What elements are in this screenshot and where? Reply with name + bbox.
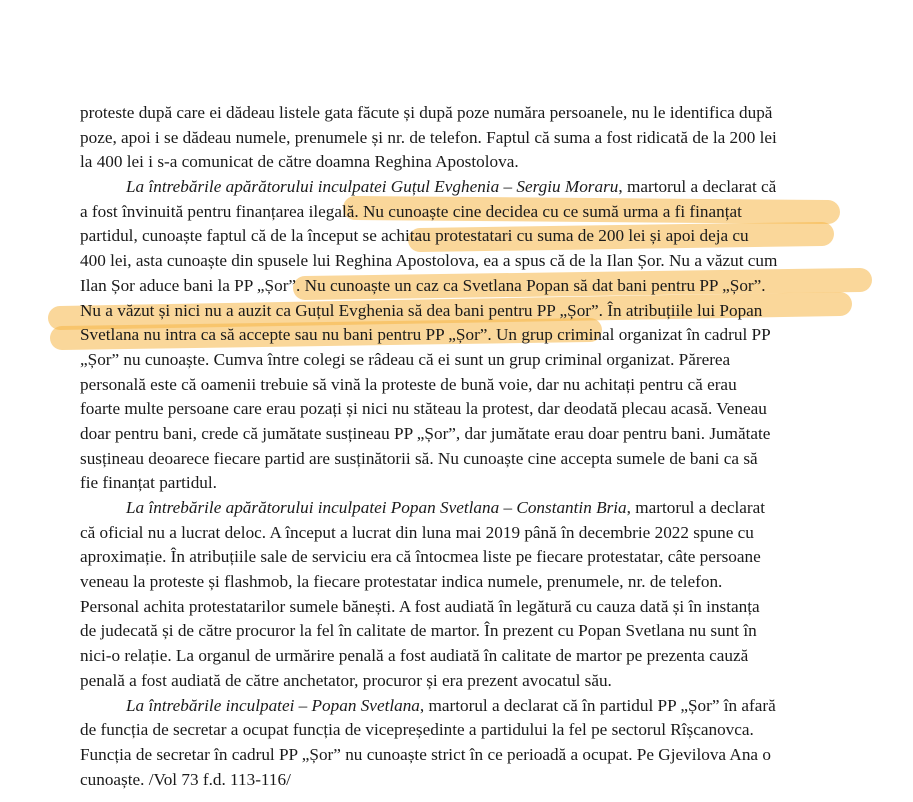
paragraph-gutul-questions — [80, 175, 836, 496]
text-line: Personal achita protestatarilor sumele bănești. A fost audiată în legătură cu cauza dată și în instanța — [80, 596, 760, 616]
text-line: 400 lei, asta cunoaște din spusele lui Reghina Apostolova, ea a spus că de la Ilan Șor. Nu a văzut cum — [80, 251, 778, 271]
text-line: nici-o relație. La organul de urmărire penală a fost audiată în calitate de martor pe prezenta cauză — [80, 646, 749, 666]
lead-rest: , martorul a declarat că — [618, 177, 777, 197]
text-line: cunoaște. /Vol 73 f.d. 113-116/ — [80, 769, 291, 789]
italic-lead: La întrebările inculpatei – Popan Svetlana — [126, 695, 420, 715]
text-line: partidul, cunoaște faptul că de la început se achitau protestatari cu suma de 200 lei și apoi deja cu — [80, 226, 749, 246]
italic-lead: La întrebările apărătorului inculpatei Popan Svetlana – Constantin Bria — [126, 498, 627, 517]
paragraph-lead-line — [80, 694, 836, 719]
text-line: a fost învinuită pentru finanțarea ilegală. Nu cunoaște cine decidea cu ce sumă urma a fi finanțat — [80, 201, 742, 221]
text-line: că oficial nu a lucrat deloc. A început a lucrat din luna mai 2019 până în decembrie 2022 spune cu — [80, 522, 754, 542]
lead-rest: , martorul a declarat că în partidul PP „Șor” în afară — [419, 695, 776, 715]
text-line: veneau la proteste și flashmob, la fiecare protestatar indica numele, prenumele, nr. de telefon. — [80, 572, 723, 592]
paragraph-continuation — [80, 101, 836, 175]
text-line: Funcția de secretar în cadrul PP „Șor” nu cunoaște strict în ce perioadă a ocupat. Pe Gjevilova Ana o — [80, 744, 771, 764]
text-line: proteste după care ei dădeau listele gata făcute și după poze număra persoanele, nu le identifica după — [80, 103, 773, 122]
italic-lead: La întrebările apărătorului inculpatei Guțul Evghenia – Sergiu Moraru — [126, 177, 619, 197]
text-line: susțineau deoarece fiecare partid are susținătorii să. Nu cunoaște cine accepta sumele de bani ca să — [80, 448, 758, 468]
text-line: „Șor” nu cunoaște. Cumva între colegi se râdeau că ei sunt un grup criminal organizat. Părerea — [80, 349, 731, 369]
text-line: Svetlana nu intra ca să accepte sau nu bani pentru PP „Șor”. Un grup criminal organizat în cadrul PP — [80, 325, 771, 345]
paragraph-lead-line — [80, 496, 836, 521]
text-line: penală a fost audiată de către anchetator, procuror și era prezent avocatul său. — [80, 670, 612, 690]
text-line: personală este că oamenii trebuie să vină la proteste de bună voie, dar nu achitați pentru că erau — [80, 374, 737, 394]
text-line: foarte multe persoane care erau pozați și nici nu stăteau la protest, dar deodată plecau acasă. Veneau — [80, 399, 767, 419]
paragraph-popan-questions — [80, 694, 836, 793]
text-line: doar pentru bani, crede că jumătate susțineau PP „Șor”, dar jumătate erau doar pentru bani. Jumătate — [80, 423, 771, 443]
text-line: de funcția de secretar a ocupat funcția de vicepreședinte a partidului la fel pe sectorul Rîșcanovca. — [80, 720, 754, 740]
text-line: fie finanțat partidul. — [80, 473, 217, 493]
paragraph-lead-line — [80, 175, 836, 200]
text-line: poze, apoi i se dădeau numele, prenumele și nr. de telefon. Faptul că suma a fost ridicată de la 200 lei — [80, 127, 777, 147]
paragraph-popan-defense-questions — [80, 496, 836, 694]
text-line: aproximație. În atribuțiile sale de serviciu era că întocmea liste pe fiecare protestatar, câte persoane — [80, 547, 761, 567]
text-line: Nu a văzut și nici nu a auzit ca Guțul Evghenia să dea bani pentru PP „Șor”. În atribuțiile lui Popan — [80, 300, 763, 320]
text-line: de judecată și de către procuror la fel în calitate de martor. În prezent cu Popan Svetlana nu sunt în — [80, 621, 757, 641]
document-body — [80, 101, 836, 792]
text-line: Ilan Șor aduce bani la PP „Șor”. Nu cunoaște un caz ca Svetlana Popan să dat bani pentru PP „Șor”. — [80, 275, 766, 295]
lead-rest: , martorul a declarat — [626, 498, 766, 517]
text-line: la 400 lei i s-a comunicat de către doamna Reghina Apostolova. — [80, 152, 519, 172]
